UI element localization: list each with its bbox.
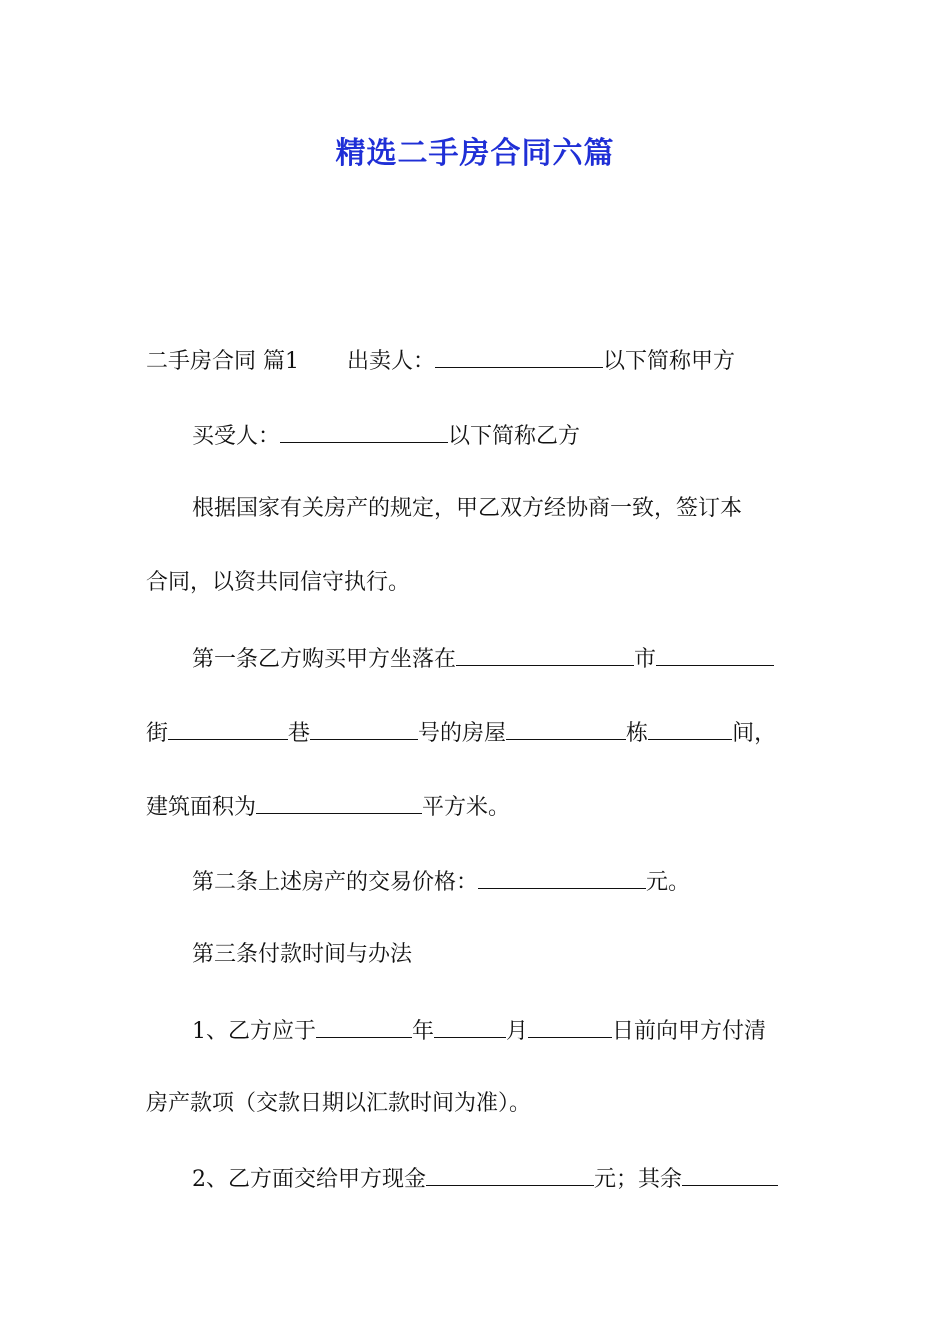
- contract-section-label: 二手房合同 篇1: [146, 349, 299, 374]
- article-1-line-2: [146, 717, 776, 749]
- lane-blank: [310, 717, 418, 740]
- article-2-line: [192, 866, 690, 898]
- article-1-line-3: [146, 791, 510, 823]
- street-label: 街: [146, 721, 169, 746]
- payment-date-label: 1、乙方应于: [192, 1019, 316, 1044]
- seller-label: 出卖人：: [347, 349, 436, 374]
- area-label: 建筑面积为: [146, 795, 257, 820]
- remaining-label: 元；其余: [594, 1167, 683, 1192]
- price-label: 第二条上述房产的交易价格：: [192, 870, 479, 895]
- year-label: 年: [412, 1019, 435, 1044]
- month-blank: [434, 1015, 506, 1038]
- buyer-blank: [280, 420, 448, 443]
- buyer-note: 以下简称乙方: [448, 424, 581, 449]
- price-blank: [478, 866, 646, 889]
- location-blank: [456, 643, 634, 666]
- day-blank: [528, 1015, 612, 1038]
- seller-blank: [435, 345, 603, 368]
- remaining-blank: [682, 1163, 778, 1186]
- city-blank: [656, 643, 774, 666]
- preamble-line-2: 合同，以资共同信守执行。: [146, 570, 411, 595]
- seller-note: 以下简称甲方: [603, 349, 736, 374]
- year-blank: [316, 1015, 412, 1038]
- payment-clause-1-line-2: 房产款项（交款日期以汇款时间为准）。: [146, 1091, 532, 1116]
- month-label: 月: [506, 1019, 529, 1044]
- payment-clause-2-line-1: [192, 1163, 778, 1195]
- cash-label: 2、乙方面交给甲方现金: [192, 1167, 426, 1192]
- area-unit: 平方米。: [422, 795, 511, 820]
- buyer-label: 买受人：: [192, 424, 281, 449]
- article-1-text-a: 第一条乙方购买甲方坐落在: [192, 647, 457, 672]
- lane-label: 巷: [288, 721, 311, 746]
- room-label: 间，: [732, 721, 777, 746]
- buyer-line: [192, 420, 580, 452]
- payment-clause-1-line-1: [192, 1015, 766, 1047]
- day-label: 日前向甲方付清: [612, 1019, 767, 1044]
- article-1-line-1: [192, 643, 774, 675]
- price-unit: 元。: [646, 870, 691, 895]
- contract-heading-line: [146, 345, 735, 377]
- building-blank: [648, 717, 732, 740]
- article-3-heading: 第三条付款时间与办法: [192, 942, 413, 967]
- cash-blank: [426, 1163, 594, 1186]
- document-title: 精选二手房合同六篇: [335, 136, 615, 171]
- building-label: 栋: [626, 721, 649, 746]
- preamble-line-1: 根据国家有关房产的规定，甲乙双方经协商一致，签订本: [192, 496, 743, 521]
- street-blank: [168, 717, 288, 740]
- house-blank: [506, 717, 626, 740]
- article-1-text-b: 市: [634, 647, 657, 672]
- number-label: 号的房屋: [418, 721, 507, 746]
- area-blank: [256, 791, 422, 814]
